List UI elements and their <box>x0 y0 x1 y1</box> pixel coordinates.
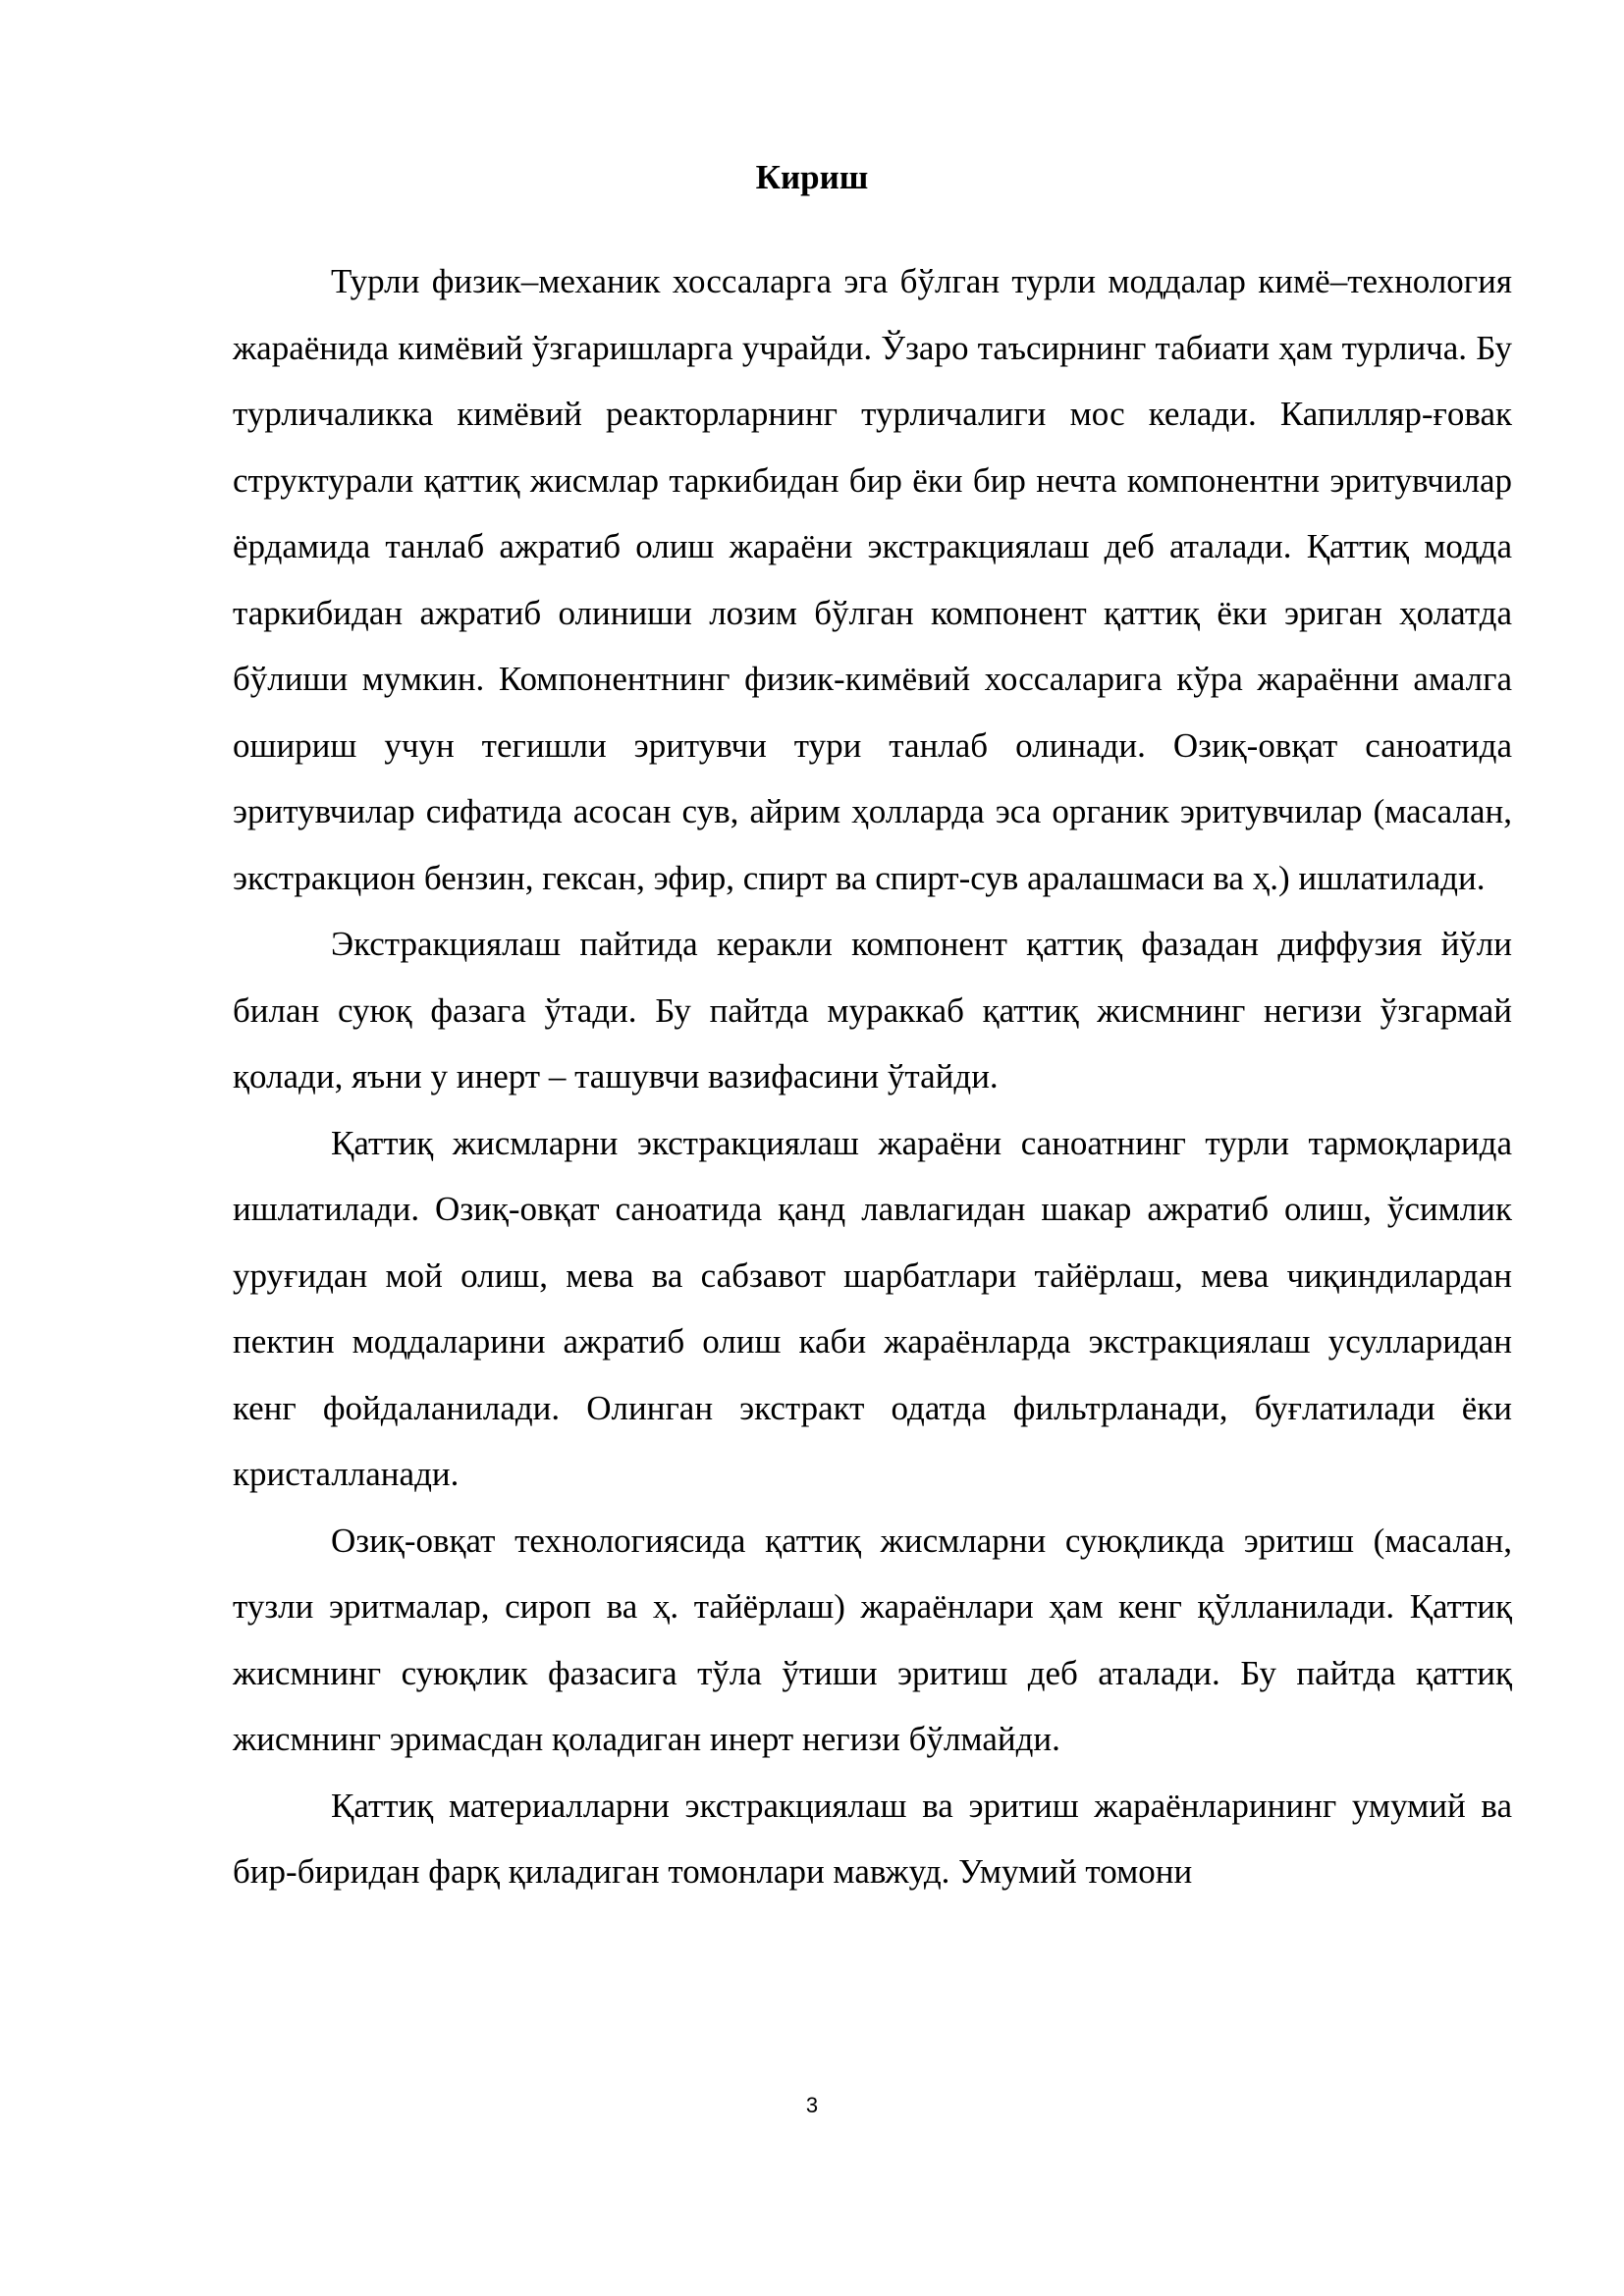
paragraph-4: Озиқ-овқат технологиясида қаттиқ жисмларни суюқликда эритиш (масалан, тузли эритмалар, сироп ва ҳ. тайёрлаш) жараёнлари ҳам кенг қўлланилади. Қаттиқ жисмнинг суюқлик фазасига тўла ўтиши эритиш деб аталади. Бу пайтда қаттиқ жисмнинг эримасдан қоладиган инерт негизи бўлмайди. <box>233 1521 1512 1758</box>
paragraph-1: Турли физик–механик хоссаларга эга бўлган турли моддалар кимё–технология жараёнида кимёвий ўзгаришларга учрайди. Ўзаро таъсирнинг табиати ҳам турлича. Бу турличаликка кимёвий реакторларнинг турличалиги мос келади. Капилляр-ғовак структурали қаттиқ жисмлар таркибидан бир ёки бир нечта компонентни эритувчилар ёрдамида танлаб ажратиб олиш жараёни экстракциялаш деб аталади. Қаттиқ модда таркибидан ажратиб олиниши лозим бўлган компонент қаттиқ ёки эриган ҳолатда бўлиши мумкин. Компонентнинг физик-кимёвий хоссаларига кўра жараённи амалга ошириш учун тегишли эритувчи тури танлаб олинади. Озиқ-овқат саноатида эритувчилар сифатида асосан сув, айрим ҳолларда эса органик эритувчилар (масалан, экстракцион бензин, гексан, эфир, спирт ва спирт-сув аралашмаси ва ҳ.) ишлатилади. <box>233 262 1512 897</box>
page-number: 3 <box>805 2093 819 2117</box>
paragraph-3: Қаттиқ жисмларни экстракциялаш жараёни саноатнинг турли тармоқларида ишлатилади. Озиқ-овқат саноатида қанд лавлагидан шакар ажратиб олиш, ўсимлик уруғидан мой олиш, мева ва сабзавот шарбатлари тайёрлаш, мева чиқиндилардан пектин моддаларини ажратиб олиш каби жараёнларда экстракциялаш усулларидан кенг фойдаланилади. Олинган экстракт одатда фильтрланади, буғлатилади ёки кристалланади. <box>233 1123 1512 1493</box>
body-text <box>233 248 1512 1905</box>
paragraph-5: Қаттиқ материалларни экстракциялаш ва эритиш жараёнларининг умумий ва бир-биридан фарқ қиладиган томонлари мавжуд. Умумий томони <box>233 1786 1512 1891</box>
paragraph-2: Экстракциялаш пайтида керакли компонент қаттиқ фазадан диффузия йўли билан суюқ фазага ўтади. Бу пайтда мураккаб қаттиқ жисмнинг негизи ўзгармай қолади, яъни у инерт – ташувчи вазифасини ўтайди. <box>233 925 1512 1095</box>
page-title: Кириш <box>755 158 869 196</box>
